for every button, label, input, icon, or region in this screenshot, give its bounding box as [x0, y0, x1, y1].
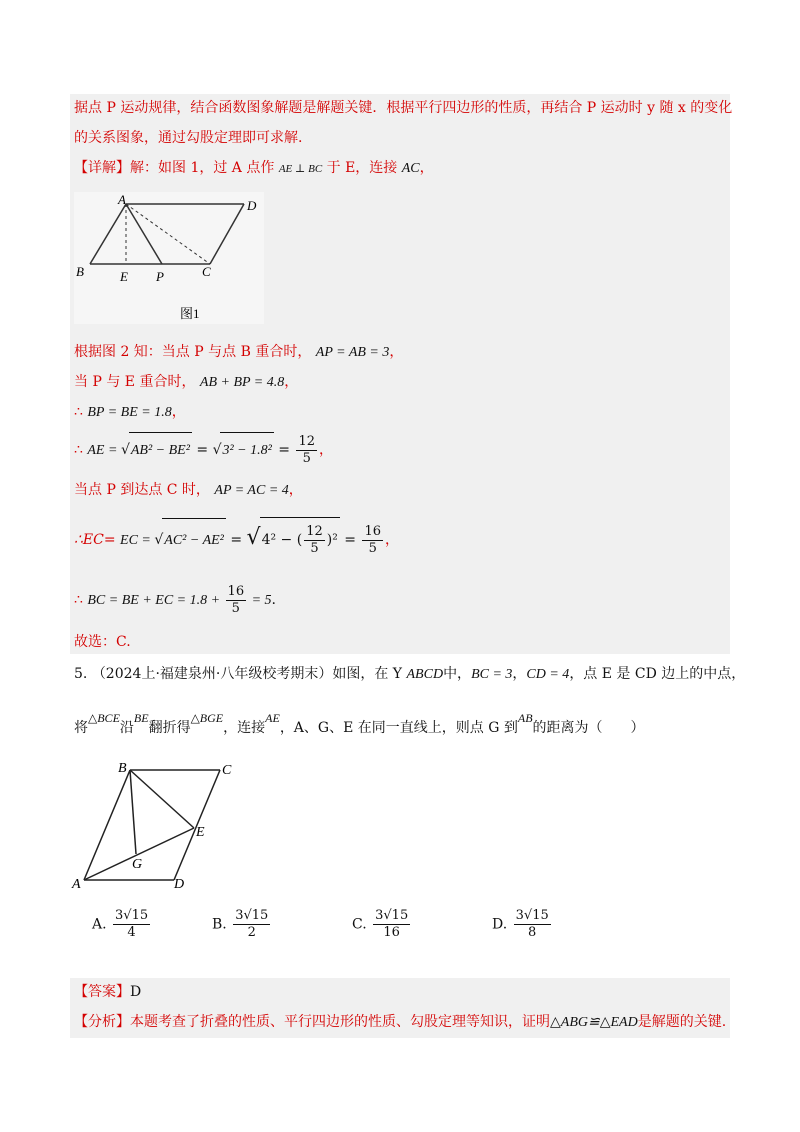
line-g-math: BC = BE + EC = 1.8 +	[87, 593, 224, 608]
numerator: 3√15	[375, 908, 409, 923]
option-letter: C.	[352, 916, 367, 933]
fraction-inner	[304, 524, 325, 557]
segment-ae: AE	[265, 711, 280, 725]
q2-f: 的距离为（ ）	[532, 720, 645, 736]
detail-end: ，	[419, 160, 434, 176]
numerator: 16	[364, 523, 381, 539]
segment-ab: AB	[517, 711, 533, 725]
segment-AP	[126, 204, 162, 264]
line-f-math: EC =	[120, 533, 155, 548]
detail-text: 解：如图 1，过 A 点作	[130, 160, 275, 176]
line-ae: ∴ AE = √AB² − BE² = √3² − 1.8² = $\frac{12}{5}$ ，	[74, 432, 333, 469]
label-B: B	[118, 761, 127, 776]
q2-d: ，连接	[223, 720, 266, 736]
label-A: A	[118, 192, 126, 207]
line-e-end: ，	[288, 482, 303, 498]
question-line-1	[74, 664, 745, 685]
analysis-math: △ABG≌△EAD	[550, 1015, 638, 1030]
option-fraction	[113, 908, 150, 941]
equals: =	[191, 442, 213, 458]
answer-line	[74, 982, 141, 1002]
denominator: 5	[310, 540, 319, 556]
line-g-end: = 5	[248, 593, 272, 608]
denominator: 5	[231, 600, 240, 616]
fraction-16-5	[362, 524, 383, 557]
answer-value: D	[130, 984, 142, 1000]
fraction-16-5b	[226, 584, 247, 617]
line-b-text: 当 P 与 E 重合时，	[74, 374, 196, 390]
line-d-math: AE =	[87, 443, 121, 458]
line-f-prefix: ∴EC=	[74, 532, 116, 548]
option-d[interactable]	[492, 908, 553, 941]
denominator: 2	[247, 925, 256, 940]
edge-DC	[210, 204, 244, 264]
numerator: 3√15	[235, 908, 269, 923]
segment-BE	[130, 770, 194, 828]
segment-BG	[130, 770, 136, 854]
numerator: 3√15	[515, 908, 549, 923]
q2-a: 将	[74, 720, 88, 736]
separator: ，	[512, 666, 527, 682]
figure-2-svg	[70, 760, 260, 890]
parallelogram-name: ABCD	[406, 667, 444, 682]
line-ap-ac	[74, 480, 303, 501]
figure-2	[70, 760, 260, 890]
segment-AC	[126, 204, 210, 264]
denominator: 5	[368, 540, 377, 556]
solution-line-1: 据点 P 运动规律，结合函数图象解题是解题关键．根据平行四边形的性质，再结合 P 运动时 y 随 x 的变化	[74, 100, 733, 116]
label-D: D	[174, 877, 185, 890]
option-letter: D.	[492, 916, 508, 933]
line-b-end: ，	[284, 374, 299, 390]
radical-3: AC² − AE²	[162, 518, 226, 563]
fraction-12-5	[296, 434, 317, 467]
therefore-symbol: ∴	[74, 404, 83, 420]
denominator: 16	[383, 925, 400, 940]
line-d-end: ，	[319, 442, 334, 458]
equals: =	[273, 442, 295, 458]
radical-2: 3² − 1.8²	[220, 432, 273, 469]
segment-be: BE	[133, 711, 149, 725]
numerator: 12	[306, 523, 323, 539]
detail-tag: 【详解】	[74, 160, 130, 176]
analysis-text: 本题考查了折叠的性质、平行四边形的性质、勾股定理等知识，证明	[130, 1014, 550, 1030]
detail-math-2: AC	[401, 161, 420, 176]
label-B: B	[76, 264, 84, 279]
label-P: P	[156, 269, 164, 284]
edge-AB	[90, 204, 126, 264]
numerator: 12	[298, 433, 316, 449]
line-e-math: AP = AC = 4	[214, 483, 289, 498]
option-b[interactable]	[212, 908, 272, 941]
figure-1	[74, 192, 264, 324]
q2-b: 沿	[119, 720, 134, 736]
triangle-bge: △BGE	[190, 711, 224, 725]
denominator: 4	[127, 925, 136, 940]
equals: =	[339, 532, 361, 548]
option-c[interactable]	[352, 908, 412, 941]
label-G: G	[132, 857, 143, 872]
detail-line	[74, 158, 434, 179]
line-ec: ∴EC= EC = √AC² − AE² = √4² − ( $\frac{12}{5}$ )² = $\frac{16}{5}$ ，	[74, 516, 399, 563]
choose-line: 故选：C.	[74, 634, 131, 650]
option-fraction	[373, 908, 410, 941]
figure-1-caption: 图1	[180, 306, 200, 321]
radical-4: 4² − ( $\frac{12}{5}$ )²	[260, 517, 340, 562]
condition-bc: BC = 3	[471, 667, 513, 682]
detail-math-1: AE ⊥ BC	[278, 163, 323, 175]
label-A: A	[72, 877, 81, 890]
therefore-symbol: ∴	[74, 592, 83, 608]
numerator: 3√15	[115, 908, 149, 923]
radical-4-head: 4² −	[261, 532, 297, 548]
label-C: C	[222, 763, 232, 778]
line-b-math: AB + BP = 4.8	[199, 375, 285, 390]
solution-line-2: 的关系图象，通过勾股定理即可求解.	[74, 130, 303, 146]
question-line-2	[74, 708, 645, 738]
analysis-end: 是解题的关键.	[637, 1014, 727, 1030]
question-source: （2024上·福建泉州·八年级校考期末）如图，在	[91, 666, 389, 682]
line-ab-bp	[74, 372, 298, 393]
line-c-end: ，	[171, 404, 186, 420]
triangle-bce: △BCE	[88, 711, 120, 725]
line-c-math: BP = BE = 1.8	[87, 405, 172, 420]
analysis-tag: 【分析】	[74, 1014, 130, 1030]
edge-BA	[84, 770, 130, 880]
question-mid: 中，	[443, 666, 472, 682]
figure-1-svg	[74, 192, 264, 324]
answer-tag: 【答案】	[74, 984, 130, 1000]
equals: =	[225, 532, 247, 548]
line-bp-be	[74, 402, 186, 423]
line-e-text: 当点 P 到达点 C 时，	[74, 482, 210, 498]
line-bc: ∴ BC = BE + EC = 1.8 + $\frac{16}{5}$ = 5.	[74, 583, 276, 616]
option-letter: B.	[212, 916, 227, 933]
denominator: 5	[302, 450, 311, 466]
label-E: E	[120, 269, 128, 284]
analysis-line	[74, 1012, 726, 1033]
radical-1: AB² − BE²	[129, 432, 192, 469]
detail-text-2: 于 E，连接	[326, 160, 398, 176]
question-rest: ，点 E 是 CD 边上的中点，	[569, 666, 746, 682]
option-fraction	[514, 908, 551, 941]
option-letter: A.	[92, 916, 107, 933]
line-a-end: ，	[389, 344, 404, 360]
line-a-math: AP = AB = 3	[315, 345, 390, 360]
label-C: C	[202, 264, 211, 279]
question-number: 5.	[74, 666, 88, 682]
label-D: D	[247, 198, 257, 213]
line-a-text: 根据图 2 知：当点 P 与点 B 重合时，	[74, 344, 312, 360]
condition-cd: CD = 4	[526, 667, 570, 682]
label-E: E	[196, 825, 205, 840]
denominator: 8	[528, 925, 537, 940]
option-fraction	[233, 908, 270, 941]
line-f-end: ，	[385, 532, 399, 548]
option-a[interactable]	[92, 908, 152, 941]
therefore-symbol: ∴	[74, 442, 83, 458]
q2-e: ，A、G、E 在同一直线上，则点 G 到	[279, 720, 518, 736]
parallelogram-symbol: Y	[392, 666, 403, 682]
numerator: 16	[227, 583, 245, 599]
line-ap-ab	[74, 342, 403, 363]
q2-c: 翻折得	[148, 720, 191, 736]
